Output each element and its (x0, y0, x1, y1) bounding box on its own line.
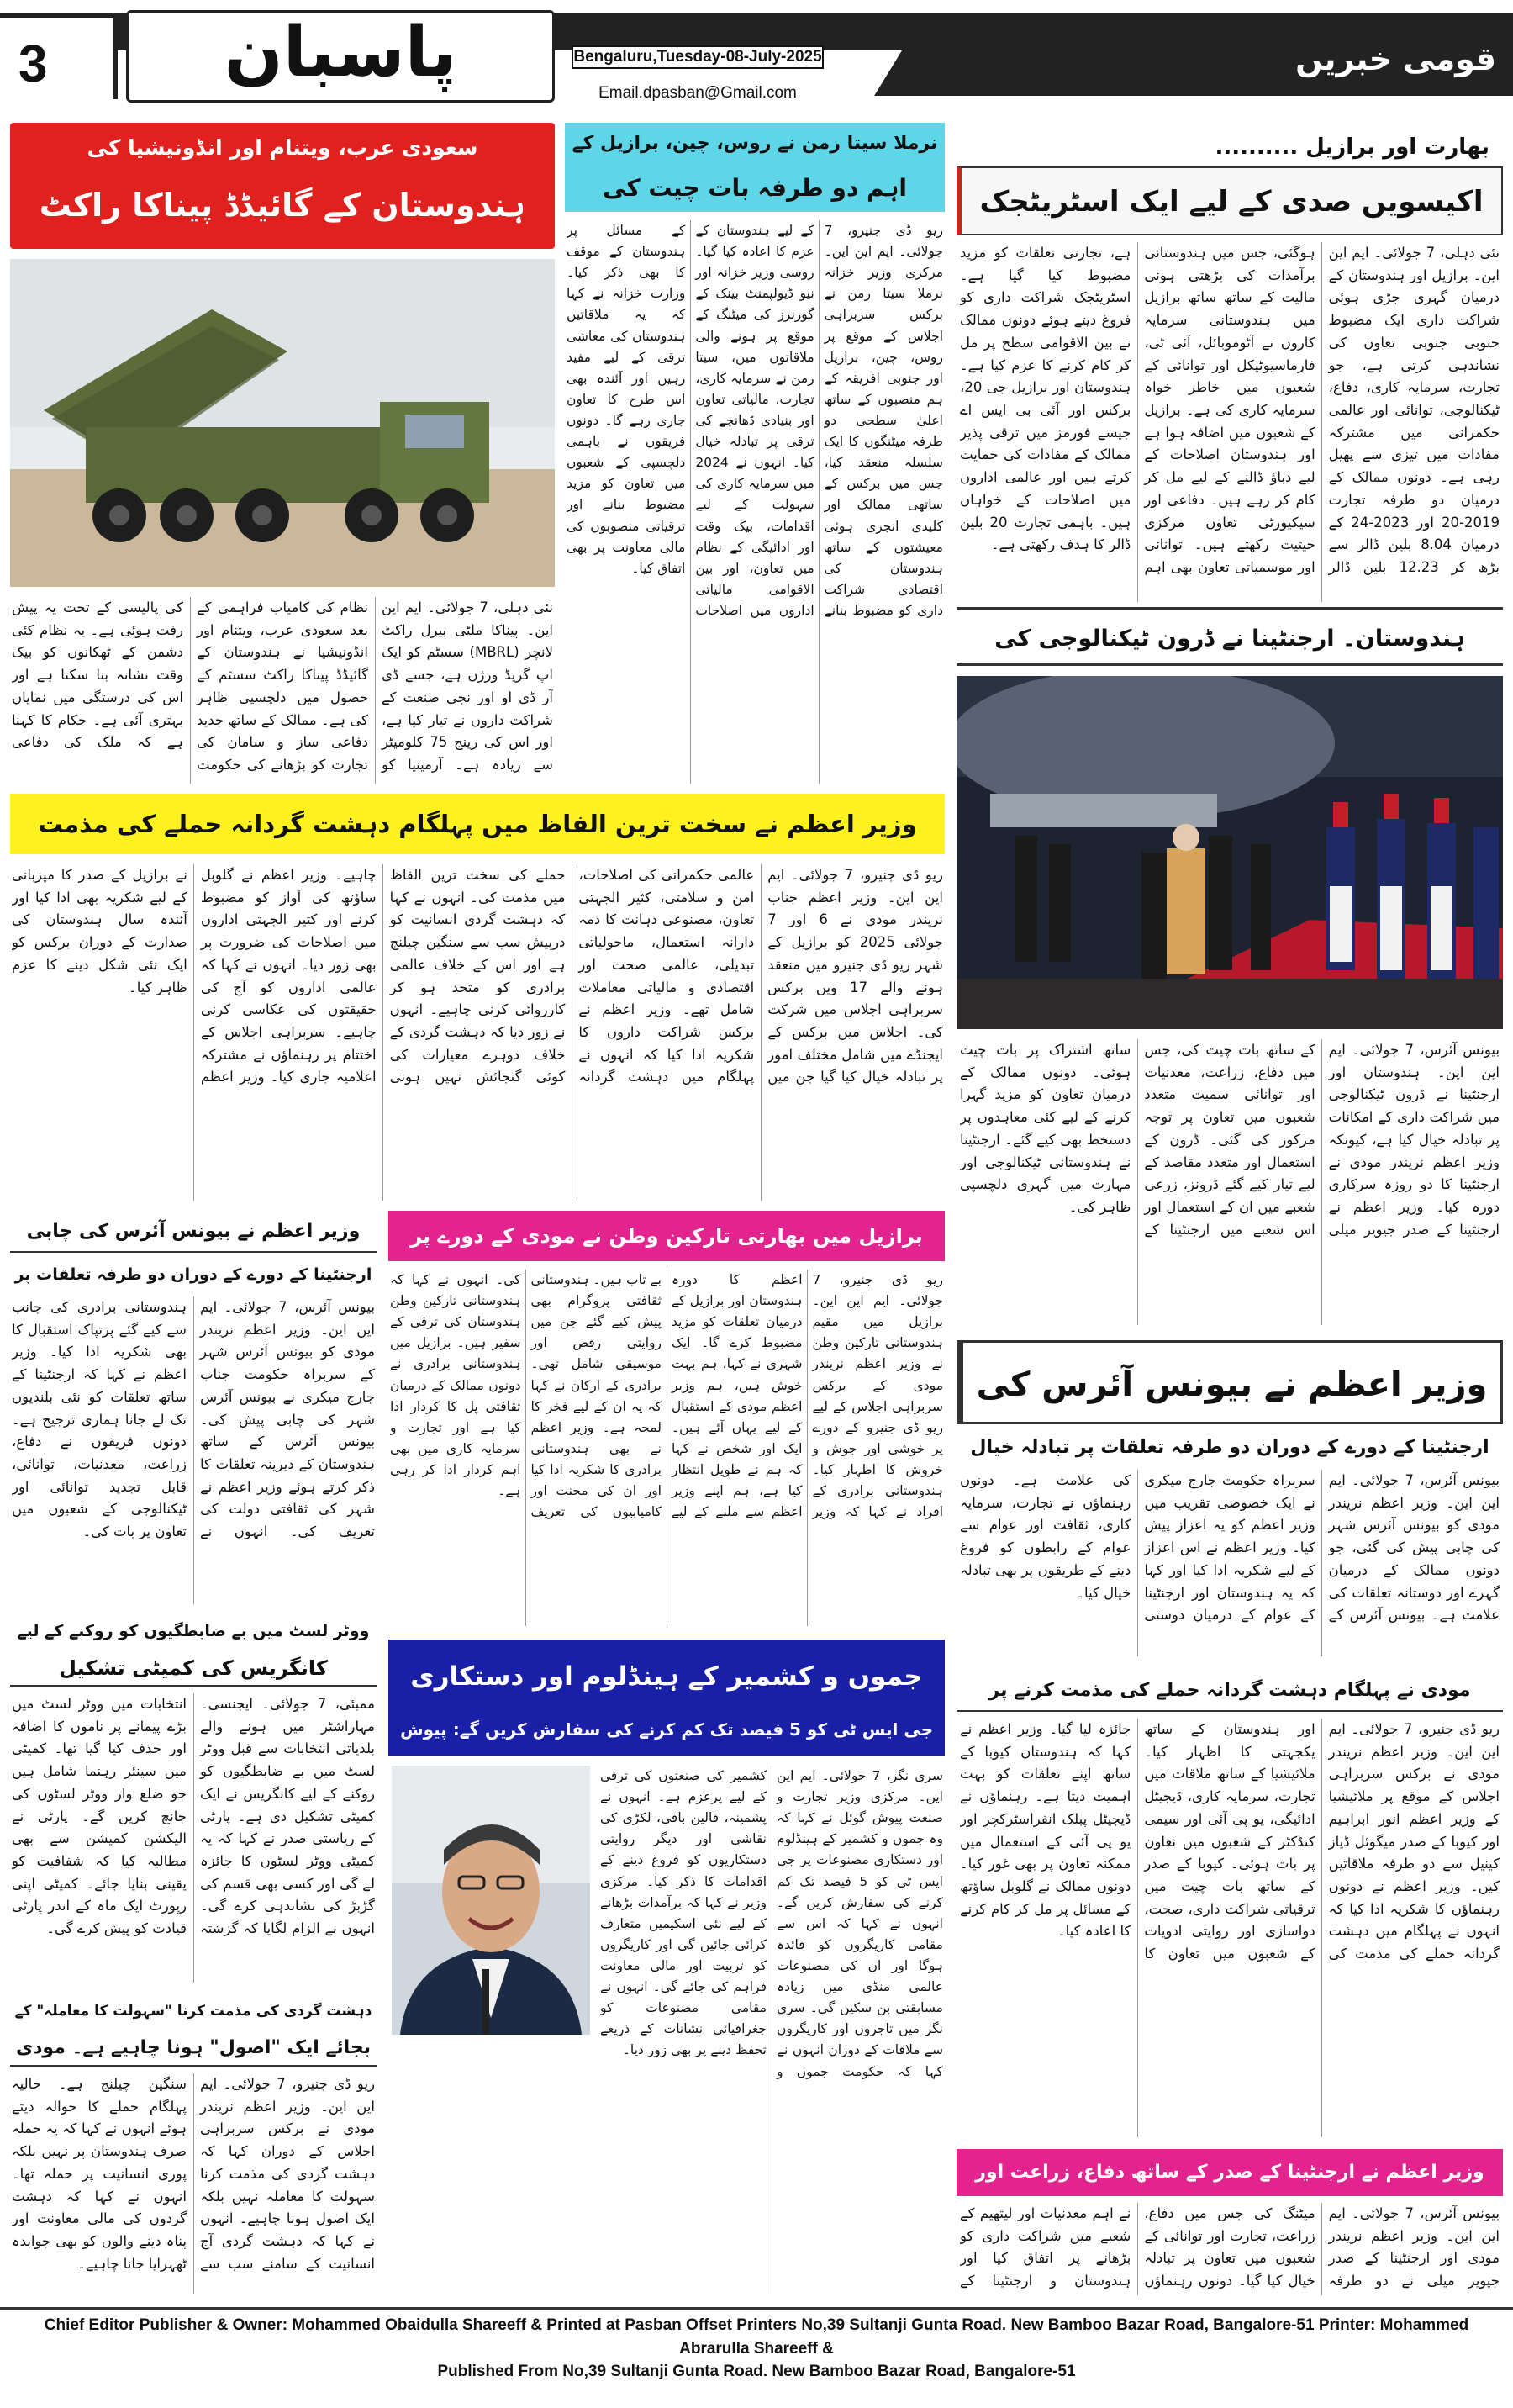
photo-pm-argentina-arrival (957, 676, 1503, 1029)
story-pinaka-rocket (10, 123, 555, 787)
story-headline: وزیر اعظم نے ارجنٹینا کے صدر کے ساتھ دفاع، زراعت اور (957, 2149, 1503, 2196)
story-body: ممبئی، 7 جولائی۔ ایجنسی۔ مہاراشٹر میں ہونے والے بلدیاتی انتخابات سے قبل ووٹر لسٹ میں بے ضابطگیوں کو روکنے کے لیے کانگریس نے ایک کمیٹی تشکیل دی ہے۔ پارٹی کے ریاستی صدر نے کہا کہ یہ کمیٹی ووٹر لسٹوں کا جائزہ لے گی اور کسی بھی قسم کی گڑبڑ کی نشاندہی کرے گی۔ انہوں نے الزام لگایا کہ گزشتہ انتخابات میں ووٹر لسٹ میں بڑے پیمانے پر ناموں کا اضافہ اور حذف کیا گیا تھا۔ کمیٹی میں سینئر رہنما شامل ہیں جو ضلع وار ووٹر لسٹوں کی جانچ کریں گے۔ پارٹی نے الیکشن کمیشن سے بھی مطالبہ کیا کہ شفافیت کو یقینی بنایا جائے۔ کمیٹی اپنی رپورٹ ایک ماہ کے اندر پارٹی قیادت کو پیش کرے گی۔ (12, 1696, 375, 1937)
story-headline: وزیر اعظم نے سخت ترین الفاظ میں پہلگام دہشت گردانہ حملے کی مذمت (10, 794, 945, 854)
story-body: ریو ڈی جنیرو، 7 جولائی۔ ایم این این۔ وزیر اعظم جناب نریندر مودی نے 6 اور 7 جولائی 2025 کو برازیل کے شہر ریو ڈی جنیرو میں منعقد ہونے والے 17 ویں برکس سربراہی اجلاس میں شرکت کی۔ اجلاس میں برکس کے ایجنڈے میں شامل مختلف امور پر تبادلہ خیال کیا گیا جن میں عالمی حکمرانی کی اصلاحات، امن و سلامتی، کثیر الجہتی تعاون، مصنوعی ذہانت کا ذمہ دارانہ استعمال، ماحولیاتی تبدیلی، عالمی صحت اور اقتصادی و مالیاتی معاملات شامل تھے۔ وزیر اعظم نے برکس شراکت داروں کا شکریہ ادا کیا کہ انہوں نے پہلگام میں دہشت گردانہ حملے کی سخت ترین الفاظ میں مذمت کی۔ انہوں نے کہا کہ دہشت گردی انسانیت کو درپیش سب سے سنگین چیلنج ہے اور اس کے خلاف عالمی برادری کو متحد ہو کر کارروائی کرنی چاہیے۔ انہوں نے زور دیا کہ دہشت گردی کے خلاف دوہرے معیارات کی کوئی گنجائش نہیں ہونی چاہیے۔ وزیر اعظم نے گلوبل ساؤتھ کی آواز کو مضبوط کرنے اور کثیر الجہتی اداروں میں اصلاحات کی ضرورت پر بھی زور دیا۔ انہوں نے کہا کہ عالمی اداروں کو آج کی حقیقتوں کی عکاسی کرنی چاہیے۔ سربراہی اجلاس کے اختتام پر رہنماؤں نے مشترکہ اعلامیہ جاری کیا۔ وزیر اعظم نے برازیل کے صدر کا میزبانی کے لیے شکریہ بھی ادا کیا اور آئندہ سال ہندوستان کی صدارت کے دوران برکس کو ایک نئی شکل دینے کا عزم ظاہر کیا۔ (12, 867, 943, 1085)
story-headline: بجائے ایک "اصول" ہونا چاہیے ہے۔ مودی (10, 2030, 377, 2067)
story-headline: وزیر اعظم نے بیونس آئرس کی چابی (10, 1211, 377, 1253)
story-headline: برازیل میں بھارتی تارکین وطن نے مودی کے دورے پر (388, 1211, 945, 1261)
story-body: ریو ڈی جنیرو، 7 جولائی۔ ایم این این۔ مرکزی وزیر خزانہ نرملا سیتا رمن نے برکس سربراہی اجلاس کے موقع پر روس، چین، برازیل اور جنوبی افریقہ کے ہم منصبوں کے ساتھ اعلیٰ سطحی دو طرفہ میٹنگوں کا ایک سلسلہ منعقد کیا، جس میں برکس کے ساتھی ممالک اور کلیدی انجری ہوئی معیشتوں کے ساتھ ہندوستان کی اقتصادی شراکت داری کو مضبوط بنانے کے لیے ہندوستان کے عزم کا اعادہ کیا گیا۔ روسی وزیر خزانہ اور نیو ڈیولپمنٹ بینک کے گورنرز کی میٹنگ کے موقع پر ہونے والی ملاقاتوں میں، سیتا رمن نے سرمایہ کاری، تجارت، مالیاتی تعاون اور بنیادی ڈھانچے کی ترقی پر تبادلہ خیال کیا۔ انہوں نے 2024 میں سرمایہ کاری کی سہولت کے لیے اقدامات، بیک وقت اور ادائیگی کے نظام میں تعاون، اور بین الاقوامی مالیاتی اداروں میں اصلاحات کے مسائل پر ہندوستان کے موقف کا بھی ذکر کیا۔ وزارت خزانہ نے کہا کہ یہ ملاقاتیں ہندوستان کی معاشی ترقی کے لیے مفید رہیں اور آئندہ بھی اس طرح کا تعاون جاری رہے گا۔ دونوں فریقوں نے باہمی دلچسپی کے شعبوں میں تعاون کو مزید مضبوط بنانے اور ترقیاتی منصوبوں کی مالی معاونت پر بھی اتفاق کیا۔ (567, 223, 943, 618)
story-malaysia-cuba (957, 1670, 1503, 2141)
story-kicker: نرملا سیتا رمن نے روس، چین، برازیل کے (565, 123, 945, 165)
story-subhead: جی ایس ٹی کو 5 فیصد تک کم کرنے کی سفارش کریں گے: پیوش (399, 1719, 934, 1740)
story-body: نئی دہلی، 7 جولائی۔ ایم این این۔ پیناکا ملٹی بیرل راکٹ لانچر (MBRL) سسٹم کو ایک اپ گریڈ ورژن ہے، جسے ڈی آر ڈی او اور نجی صنعت کے شراکت داروں نے تیار کیا ہے، اور اس کی رینج 75 کلومیٹر سے زیادہ ہے۔ آرمینیا کو نظام کی کامیاب فراہمی کے بعد سعودی عرب، ویتنام اور انڈونیشیا نے ہندوستان کے گائیڈڈ پیناکا راکٹ سسٹم کے حصول میں دلچسپی ظاہر کی ہے۔ ممالک کے ساتھ جدید دفاعی ساز و سامان کی تجارت کو بڑھانے کی حکومت کی پالیسی کے تحت یہ پیش رفت ہوئی ہے۔ یہ نظام کئی دشمن کے ٹھکانوں کو بیک وقت نشانہ بنا سکتا ہے اور اس کی درستگی میں نمایاں بہتری آئی ہے۔ حکام کا کہنا ہے کہ ملک کی دفاعی (12, 599, 553, 774)
email-address[interactable]: Email.dpasban@Gmail.com (598, 84, 797, 102)
story-headline: وزیر اعظم نے بیونس آئرس کی (957, 1340, 1503, 1424)
story-key-to-city (957, 1340, 1503, 1660)
section-title: قومی خبریں (1295, 40, 1496, 77)
story-drone-partnership (957, 607, 1503, 1330)
story-headline: ہندوستان کے گائیڈڈ پیناکا راکٹ (39, 187, 526, 224)
story-body: سری نگر، 7 جولائی۔ ایم این این۔ مرکزی وزیر تجارت و صنعت پیوش گوئل نے کہا کہ وہ جموں و کشمیر کے ہینڈلوم اور دستکاری مصنوعات پر جی ایس ٹی کو 5 فیصد تک کم کرنے کی سفارش کریں گے۔ انہوں نے کہا کہ اس سے مقامی کاریگروں کو فائدہ ہوگا اور ان کی مصنوعات عالمی منڈی میں زیادہ مسابقتی بن سکیں گی۔ سری نگر میں تاجروں اور کاریگروں سے ملاقات کے دوران انہوں نے کہا کہ حکومت جموں و کشمیر کی صنعتوں کی ترقی کے لیے پرعزم ہے۔ انہوں نے پشمینہ، قالین بافی، لکڑی کی نقاشی اور دیگر روایتی دستکاریوں کو فروغ دینے کے اقدامات کا ذکر کیا۔ مرکزی وزیر نے کہا کہ برآمدات بڑھانے کے لیے نئی اسکیمیں متعارف کرائی جائیں گی اور کاریگروں کو تربیت اور مالی معاونت فراہم کی جائے گی۔ انہوں نے مقامی مصنوعات کو جغرافیائی نشانات کے ذریعے تحفظ دینے پر بھی زور دیا۔ (600, 1768, 943, 2079)
story-body: ریو ڈی جنیرو، 7 جولائی۔ ایم این این۔ وزیر اعظم نریندر مودی نے برکس سربراہی اجلاس کے دوران کہا کہ دہشت گردی کی مذمت کرنا سہولت کا معاملہ نہیں بلکہ ایک اصول ہونا چاہیے۔ انہوں نے کہا کہ دہشت گردی آج انسانیت کے سامنے سب سے سنگین چیلنج ہے۔ حالیہ پہلگام حملے کا حوالہ دیتے ہوئے انہوں نے کہا کہ یہ حملہ صرف ہندوستان پر نہیں بلکہ پوری انسانیت پر حملہ تھا۔ انہوں نے کہا کہ دہشت گردوں کی مالی معاونت اور پناہ دینے والوں کو بھی جوابدہ ٹھہرایا جانا چاہیے۔ (12, 2076, 375, 2272)
footer-line-2: Published From No,39 Sultanji Gunta Road. New Bamboo Bazar Road, Bangalore-51 (437, 2363, 1076, 2381)
story-body: ریو ڈی جنیرو، 7 جولائی۔ ایم این این۔ وزیر اعظم نریندر مودی نے برکس سربراہی اجلاس کے موقع پر ملائیشیا کے وزیر اعظم انور ابراہیم اور کیوبا کے صدر میگوئل ڈیاز کینیل سے دو طرفہ ملاقاتیں کیں۔ وزیر اعظم نے دونوں رہنماؤں کا شکریہ ادا کیا کہ انہوں نے پہلگام میں دہشت گردانہ حملے کی مذمت کی اور ہندوستان کے ساتھ یکجہتی کا اظہار کیا۔ ملائیشیا کے ساتھ ملاقات میں تجارت، سرمایہ کاری، ڈیجیٹل ادائیگی، یو پی آئی اور سیمی کنڈکٹر کے شعبوں میں تعاون پر بات ہوئی۔ کیوبا کے صدر کے ساتھ بات چیت میں ترقیاتی شراکت داری، صحت، دواسازی اور روایتی ادویات کے شعبوں میں تعاون کا جائزہ لیا گیا۔ وزیر اعظم نے کہا کہ ہندوستان کیوبا کے ساتھ اپنے تعلقات کو بہت اہمیت دیتا ہے۔ رہنماؤں نے ڈیجیٹل پبلک انفراسٹرکچر اور یو پی آئی کے استعمال میں ممکنہ تعاون پر بھی غور کیا۔ دونوں ممالک نے گلوبل ساؤتھ کے مسائل پر مل کر کام کرنے کا اعادہ کیا۔ (960, 1721, 1500, 1962)
story-subhead: ارجنٹینا کے دورے کے دوران دو طرفہ تعلقات پر تبادلہ خیال (970, 1437, 1489, 1458)
story-kicker: بھارت اور برازیل .......... (968, 135, 1489, 170)
story-headline: مودی نے پہلگام دہشت گردانہ حملے کی مذمت کرنے پر (957, 1670, 1503, 1712)
story-headline: ہندوستان۔ ارجنٹینا نے ڈرون ٹیکنالوجی کی (957, 607, 1503, 666)
story-congress-committee (10, 1614, 377, 1984)
story-headline: اہم دو طرفہ بات چیت کی (565, 165, 945, 212)
story-jk-handloom-gst (388, 1640, 945, 2297)
story-subhead: ارجنٹینا کے دورے کے دوران دو طرفہ تعلقات پر (14, 1265, 372, 1284)
masthead-title: پاسبان (224, 13, 457, 92)
story-sitharaman-talks (565, 123, 945, 787)
story-headline: اکیسویں صدی کے لیے ایک اسٹریٹجک (957, 166, 1503, 235)
story-body: ریو ڈی جنیرو، 7 جولائی۔ ایم این این۔ برازیل میں مقیم ہندوستانی تارکین وطن نے وزیر اعظم نریندر مودی کے برکس سربراہی اجلاس کے لیے ریو ڈی جنیرو کے دورے پر خوشی اور جوش و خروش کا اظہار کیا۔ ہندوستانی برادری کے افراد نے کہا کہ وزیر اعظم کا دورہ ہندوستان اور برازیل کے درمیان تعلقات کو مزید مضبوط کرے گا۔ ایک شہری نے کہا، ہم بہت خوش ہیں، ہم وزیر اعظم مودی کے استقبال کے لیے یہاں آئے ہیں۔ ایک اور شخص نے کہا کہ ہم نے طویل انتظار کیا ہے، ہم اپنے وزیر اعظم سے ملنے کے لیے بے تاب ہیں۔ ہندوستانی ثقافتی پروگرام بھی پیش کیے گئے جن میں روایتی رقص اور موسیقی شامل تھی۔ برادری کے ارکان نے کہا کہ یہ ان کے لیے فخر کا لمحہ ہے۔ وزیر اعظم نے بھی ہندوستانی برادری کا شکریہ ادا کیا اور ان کی محنت اور کامیابیوں کی تعریف کی۔ انہوں نے کہا کہ ہندوستانی تارکین وطن ہندوستان کی ترقی کے سفیر ہیں۔ برازیل میں ہندوستانی برادری نے دونوں ممالک کے درمیان ثقافتی پل کا کردار ادا کیا ہے اور تجارت و سرمایہ کاری میں بھی اہم کردار ادا کر رہی ہے۔ (390, 1272, 943, 1520)
story-brics-pahalgam (10, 794, 945, 1204)
header (0, 0, 1513, 111)
footer-rule (0, 2307, 1513, 2310)
story-body: بیونس آئرس، 7 جولائی۔ ایم این این۔ وزیر اعظم نریندر مودی اور ارجنٹینا کے صدر جیویر میلی نے دو طرفہ میٹنگ کی جس میں دفاع، زراعت، تجارت اور توانائی کے شعبوں میں تعاون پر تبادلہ خیال کیا گیا۔ دونوں رہنماؤں نے اہم معدنیات اور لیتھیم کے شعبے میں شراکت داری کو بڑھانے پر اتفاق کیا اور ہندوستان و ارجنٹینا کے (960, 2205, 1500, 2289)
story-headline: جموں و کشمیر کے ہینڈلوم اور دستکاری (410, 1661, 923, 1692)
footer-imprint (13, 2314, 1500, 2398)
story-argentina-defence-agri (957, 2149, 1503, 2297)
story-key-to-city-2 (10, 1211, 377, 1606)
story-kicker: دہشت گردی کی مذمت کرنا "سہولت کا معاملہ" کے (14, 2003, 372, 2020)
footer-line-1: Chief Editor Publisher & Owner: Mohammed Obaidulla Shareeff & Printed at Pasban Offset Printers No,39 Sultanji Gunta Road. New Bamboo Bazar Road, Bangalore-51 Printer: Mohammed Abrarulla Shareeff & (44, 2316, 1469, 2358)
story-body: بیونس آئرس، 7 جولائی۔ ایم این این۔ وزیر اعظم نریندر مودی کو بیونس آئرس شہر کے سربراہ حکومت جناب جارج میکری نے بیونس آئرس شہر کی چابی پیش کی۔ بیونس آئرس کے ساتھ ہندوستان کے دیرینہ تعلقات کا ذکر کرتے ہوئے وزیر اعظم نے شہر کی ثقافتی دولت کی تعریف کی۔ انہوں نے ہندوستانی برادری کی جانب سے کیے گئے پرتپاک استقبال کا بھی شکریہ ادا کیا۔ وزیر اعظم نے کہا کہ ارجنٹینا کے ساتھ تعلقات کو نئی بلندیوں تک لے جانا ہماری ترجیح ہے۔ دونوں فریقوں نے دفاع، زراعت، معدنیات، توانائی، قابل تجدید توانائی اور ٹیکنالوجی کے شعبوں میں تعاون پر بات کی۔ (12, 1299, 375, 1540)
story-body: نئی دہلی، 7 جولائی۔ ایم این این۔ برازیل اور ہندوستان کے درمیان گہری جڑی ہوئی شراکت داری ایک مضبوط جنوبی جنوبی تعاون کی نشاندہی کرتی ہے، جو تجارت، سرمایہ کاری، دفاع، ٹیکنالوجی، توانائی اور عالمی حکمرانی میں مشترکہ مفادات میں تیزی سے پھیل رہی ہے۔ دونوں ممالک کے درمیان دو طرفہ تجارت 2019-20 اور 2023-24 کے درمیان 8.04 بلین ڈالر سے بڑھ کر 12.23 بلین ڈالر ہوگئی، جس میں ہندوستانی برآمدات کی بڑھتی ہوئی مالیت کے ساتھ ساتھ برازیل میں ہندوستانی سرمایہ کاروں نے آٹوموبائل، آئی ٹی، فارماسیوٹیکل اور توانائی کے شعبوں میں خاطر خواہ سرمایہ کاری کی ہے۔ برازیل کے شعبوں میں اضافہ ہوا ہے اور ہندوستان اصلاحات کے لیے دباؤ ڈالنے کے لیے مل کر کام کر رہے ہیں۔ دفاعی اور سیکیورٹی تعاون مرکزی حیثیت رکھتے ہیں۔ توانائی اور موسمیاتی تعاون بھی اہم ہے، تجارتی تعلقات کو مزید مضبوط کیا گیا ہے۔ اسٹریٹجک شراکت داری کو فروغ دیتے ہوئے دونوں ممالک نے بین الاقوامی سطح پر مل کر کام کرنے کا عزم کیا ہے۔ ہندوستان اور برازیل جی 20، برکس اور آئی بی ایس اے جیسے فورمز میں ترقی پذیر ممالک کے مفادات کی حمایت کرتے ہیں اور عالمی اداروں میں اصلاحات کے خواہاں ہیں۔ باہمی تجارت 20 بلین ڈالر کا ہدف رکھتی ہے۔ (960, 245, 1500, 576)
page-number: 3 (18, 35, 48, 93)
story-terrorism-principle (10, 1994, 377, 2297)
story-body: بیونس آئرس، 7 جولائی۔ ایم این این۔ ہندوستان اور ارجنٹینا نے ڈرون ٹیکنالوجی میں شراکت داری کے امکانات پر تبادلہ خیال کیا ہے، کیونکہ وزیر اعظم نریندر مودی نے ارجنٹینا کا دو روزہ سرکاری دورہ کیا۔ وزیر اعظم نے ارجنٹینا کے صدر جیویر میلی کے ساتھ بات چیت کی، جس میں دفاع، زراعت، معدنیات اور توانائی سمیت متعدد شعبوں میں تعاون پر توجہ مرکوز کی گئی۔ ڈرون کے استعمال اور متعدد مقاصد کے لیے تیار کیے گئے ڈرونز، زرعی شعبے میں ان کے استعمال اور اس شعبے میں ارجنٹینا کے ساتھ اشتراک پر بات چیت ہوئی۔ دونوں ممالک کے درمیان تعاون کو مزید گہرا کرنے کے لیے کئی معاہدوں پر دستخط بھی کیے گئے۔ ارجنٹینا نے ہندوستانی ٹیکنالوجی اور مہارت میں گہری دلچسپی ظاہر کی۔ (960, 1042, 1500, 1238)
story-strategic-alliance (957, 123, 1503, 605)
dateline: Bengaluru,Tuesday-08-July-2025 (572, 45, 824, 69)
story-kicker: سعودی عرب، ویتنام اور انڈونیشیا کی (87, 135, 478, 160)
story-body: بیونس آئرس، 7 جولائی۔ ایم این این۔ وزیر اعظم نریندر مودی کو بیونس آئرس شہر کی چابی پیش کی گئی، جو دونوں ممالک کے درمیان گہرے اور دوستانہ تعلقات کی علامت ہے۔ بیونس آئرس کے سربراہ حکومت جارج میکری نے ایک خصوصی تقریب میں وزیر اعظم کو یہ اعزاز پیش کیا۔ وزیر اعظم نے اس اعزاز کے لیے شکریہ ادا کیا اور کہا کہ یہ ہندوستان اور ارجنٹینا کے عوام کے درمیان دوستی کی علامت ہے۔ دونوں رہنماؤں نے تجارت، سرمایہ کاری، ثقافت اور عوام سے عوام کے رابطوں کو فروغ دینے کے طریقوں پر بھی تبادلہ خیال کیا۔ (960, 1472, 1500, 1624)
story-kicker: ووٹر لسٹ میں بے ضابطگیوں کو روکنے کے لیے (17, 1622, 370, 1640)
story-headline: کانگریس کی کمیٹی تشکیل (10, 1650, 377, 1687)
photo-piyush-goyal (392, 1766, 590, 2035)
story-diaspora-brazil (388, 1211, 945, 1629)
photo-pinaka-launcher (10, 259, 555, 587)
